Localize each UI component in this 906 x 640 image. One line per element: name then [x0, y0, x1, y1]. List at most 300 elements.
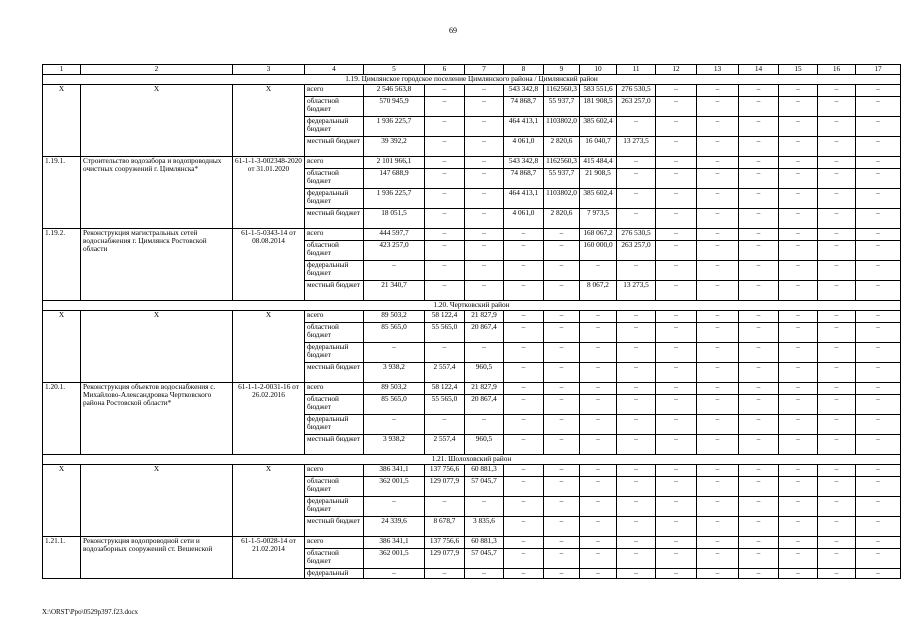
item-name: Реконструкция водопроводной сети и водозаборных сооружений ст. Вешенской	[81, 537, 233, 579]
value-cell: –	[364, 497, 425, 517]
value-cell: –	[465, 497, 504, 517]
value-cell: –	[818, 229, 856, 241]
value-cell: –	[504, 311, 544, 323]
value-cell: –	[739, 281, 779, 301]
value-cell: –	[364, 261, 425, 281]
value-cell: 583 551,6	[580, 85, 617, 97]
budget-table	[42, 64, 901, 579]
value-cell: 2 820,6	[544, 137, 580, 157]
value-cell: –	[425, 117, 465, 137]
value-cell: 263 257,0	[617, 241, 656, 261]
value-cell: –	[580, 395, 617, 415]
value-cell: –	[656, 85, 697, 97]
value-cell: –	[856, 395, 901, 415]
value-cell: –	[818, 569, 856, 579]
value-cell: –	[818, 549, 856, 569]
value-cell: 8 678,7	[425, 517, 465, 537]
value-cell: 21 827,9	[465, 383, 504, 395]
value-cell: 55 565,0	[425, 395, 465, 415]
value-cell: 543 342,8	[504, 157, 544, 169]
value-cell: 55 937,7	[544, 169, 580, 189]
value-cell: –	[617, 363, 656, 383]
column-number: 16	[818, 65, 856, 75]
value-cell: 1162560,3	[544, 157, 580, 169]
value-cell: –	[856, 137, 901, 157]
funding-source: областной бюджет	[305, 549, 364, 569]
value-cell: –	[544, 261, 580, 281]
value-cell: –	[697, 395, 739, 415]
item-code: 1.20.1.	[43, 383, 81, 455]
funding-source: федеральный бюджет	[305, 343, 364, 363]
value-cell: –	[779, 137, 818, 157]
section-title-row	[43, 301, 901, 311]
column-number: 17	[856, 65, 901, 75]
value-cell: –	[779, 517, 818, 537]
value-cell: –	[739, 311, 779, 323]
value-cell: –	[818, 537, 856, 549]
item-code: 1.19.1.	[43, 157, 81, 229]
section-title: 1.21. Шолоховский район	[43, 455, 901, 465]
value-cell: –	[656, 549, 697, 569]
value-cell: 137 756,6	[425, 465, 465, 477]
value-cell: 362 001,5	[364, 477, 425, 497]
item-name: Реконструкция объектов водоснабжения с. Михайлово-Александровка Чертковского района Ростовской области*	[81, 383, 233, 455]
value-cell: –	[697, 497, 739, 517]
value-cell: –	[580, 569, 617, 579]
value-cell: –	[465, 343, 504, 363]
value-cell: –	[779, 117, 818, 137]
value-cell: 147 688,9	[364, 169, 425, 189]
value-cell: –	[818, 241, 856, 261]
value-cell: –	[697, 549, 739, 569]
value-cell: –	[617, 497, 656, 517]
value-cell: –	[856, 497, 901, 517]
value-cell: –	[544, 363, 580, 383]
funding-source: всего	[305, 229, 364, 241]
table-row	[43, 229, 901, 241]
value-cell: –	[425, 189, 465, 209]
value-cell: 464 413,1	[504, 117, 544, 137]
value-cell: –	[617, 435, 656, 455]
funding-source: областной бюджет	[305, 241, 364, 261]
value-cell: –	[465, 209, 504, 229]
value-cell: –	[617, 189, 656, 209]
funding-source: всего	[305, 157, 364, 169]
value-cell: 960,5	[465, 363, 504, 383]
value-cell: –	[739, 549, 779, 569]
table-row	[43, 537, 901, 549]
funding-source: федеральный бюджет	[305, 117, 364, 137]
column-number: 6	[425, 65, 465, 75]
value-cell: –	[504, 229, 544, 241]
value-cell: –	[697, 435, 739, 455]
value-cell: –	[580, 311, 617, 323]
value-cell: –	[856, 465, 901, 477]
value-cell: 1103802,0	[544, 189, 580, 209]
value-cell: 385 602,4	[580, 189, 617, 209]
value-cell: –	[465, 281, 504, 301]
value-cell: 160 000,0	[580, 241, 617, 261]
section-title: 1.19. Цимлянское городское поселение Цимлянского района / Цимлянский район	[43, 75, 901, 85]
value-cell: 570 945,9	[364, 97, 425, 117]
value-cell: –	[425, 241, 465, 261]
value-cell: 8 067,2	[580, 281, 617, 301]
value-cell: –	[697, 157, 739, 169]
value-cell: –	[779, 157, 818, 169]
value-cell: 1 936 225,7	[364, 117, 425, 137]
value-cell: –	[544, 383, 580, 395]
value-cell: –	[425, 497, 465, 517]
funding-source: федеральный	[305, 569, 364, 579]
value-cell: –	[779, 229, 818, 241]
value-cell: 1162560,3	[544, 85, 580, 97]
value-cell: –	[425, 415, 465, 435]
value-cell: –	[818, 383, 856, 395]
value-cell: 74 868,7	[504, 97, 544, 117]
value-cell: 3 938,2	[364, 363, 425, 383]
value-cell: 1103802,0	[544, 117, 580, 137]
value-cell: 13 273,5	[617, 281, 656, 301]
column-number: 1	[43, 65, 81, 75]
value-cell: 386 341,1	[364, 465, 425, 477]
value-cell: –	[779, 395, 818, 415]
value-cell: –	[697, 465, 739, 477]
value-cell: –	[697, 169, 739, 189]
item-document: Х	[233, 85, 305, 157]
value-cell: –	[504, 281, 544, 301]
value-cell: –	[580, 343, 617, 363]
value-cell: –	[779, 569, 818, 579]
value-cell: –	[580, 477, 617, 497]
value-cell: –	[504, 343, 544, 363]
value-cell: –	[697, 477, 739, 497]
value-cell: 415 484,4	[580, 157, 617, 169]
funding-source: федеральный бюджет	[305, 261, 364, 281]
value-cell: –	[504, 241, 544, 261]
value-cell: –	[504, 549, 544, 569]
column-number: 5	[364, 65, 425, 75]
item-name: Реконструкция магистральных сетей водоснабжения г. Цимлянск Ростовской области	[81, 229, 233, 301]
value-cell: –	[544, 241, 580, 261]
value-cell: –	[504, 383, 544, 395]
value-cell: 276 530,5	[617, 229, 656, 241]
value-cell: –	[697, 343, 739, 363]
funding-source: всего	[305, 383, 364, 395]
value-cell: –	[580, 435, 617, 455]
funding-source: областной бюджет	[305, 477, 364, 497]
funding-source: местный бюджет	[305, 209, 364, 229]
value-cell: 4 061,0	[504, 137, 544, 157]
value-cell: –	[856, 169, 901, 189]
item-name: Х	[81, 311, 233, 383]
item-code: Х	[43, 85, 81, 157]
value-cell: 24 339,6	[364, 517, 425, 537]
value-cell: –	[856, 261, 901, 281]
value-cell: –	[617, 477, 656, 497]
value-cell: –	[856, 477, 901, 497]
value-cell: –	[818, 85, 856, 97]
value-cell: –	[617, 311, 656, 323]
value-cell: –	[856, 117, 901, 137]
value-cell: 129 077,9	[425, 549, 465, 569]
funding-source: местный бюджет	[305, 137, 364, 157]
value-cell: –	[425, 157, 465, 169]
value-cell: 16 040,7	[580, 137, 617, 157]
value-cell: 58 122,4	[425, 383, 465, 395]
item-document: 61-1-1-2-0031-16 от 26.02.2016	[233, 383, 305, 455]
value-cell: –	[697, 415, 739, 435]
value-cell: 263 257,0	[617, 97, 656, 117]
value-cell: –	[504, 323, 544, 343]
value-cell: –	[617, 415, 656, 435]
value-cell: 444 597,7	[364, 229, 425, 241]
value-cell: –	[656, 477, 697, 497]
value-cell: 3 938,2	[364, 435, 425, 455]
value-cell: –	[697, 363, 739, 383]
value-cell: 20 867,4	[465, 395, 504, 415]
value-cell: –	[504, 517, 544, 537]
table-row	[43, 465, 901, 477]
value-cell: –	[656, 157, 697, 169]
column-number-row	[43, 65, 901, 75]
value-cell: –	[697, 241, 739, 261]
item-document: 61-1-1-3-002348-2020 от 31.01.2020	[233, 157, 305, 229]
value-cell: –	[856, 189, 901, 209]
value-cell: –	[779, 209, 818, 229]
value-cell: –	[697, 323, 739, 343]
value-cell: 85 565,0	[364, 323, 425, 343]
value-cell: 2 557,4	[425, 363, 465, 383]
value-cell: –	[779, 97, 818, 117]
value-cell: –	[818, 117, 856, 137]
value-cell: –	[656, 395, 697, 415]
value-cell: –	[580, 537, 617, 549]
value-cell: –	[697, 229, 739, 241]
value-cell: –	[425, 343, 465, 363]
value-cell: 21 827,9	[465, 311, 504, 323]
value-cell: 39 392,2	[364, 137, 425, 157]
value-cell: –	[856, 383, 901, 395]
value-cell: –	[580, 261, 617, 281]
value-cell: 2 546 563,8	[364, 85, 425, 97]
value-cell: –	[425, 97, 465, 117]
value-cell: –	[656, 189, 697, 209]
value-cell: –	[656, 465, 697, 477]
value-cell: –	[856, 281, 901, 301]
value-cell: –	[779, 415, 818, 435]
value-cell: 85 565,0	[364, 395, 425, 415]
funding-source: федеральный бюджет	[305, 415, 364, 435]
column-number: 11	[617, 65, 656, 75]
value-cell: –	[779, 261, 818, 281]
value-cell: –	[656, 415, 697, 435]
value-cell: –	[739, 395, 779, 415]
value-cell: –	[779, 311, 818, 323]
value-cell: –	[856, 569, 901, 579]
value-cell: –	[779, 343, 818, 363]
value-cell: –	[504, 537, 544, 549]
value-cell: –	[779, 241, 818, 261]
item-code: Х	[43, 465, 81, 537]
value-cell: –	[697, 569, 739, 579]
value-cell: –	[656, 169, 697, 189]
funding-source: всего	[305, 537, 364, 549]
value-cell: –	[739, 137, 779, 157]
value-cell: –	[425, 137, 465, 157]
value-cell: –	[465, 569, 504, 579]
value-cell: –	[656, 537, 697, 549]
value-cell: –	[818, 363, 856, 383]
value-cell: –	[656, 229, 697, 241]
value-cell: –	[856, 537, 901, 549]
value-cell: 55 937,7	[544, 97, 580, 117]
value-cell: 423 257,0	[364, 241, 425, 261]
value-cell: –	[504, 435, 544, 455]
value-cell: –	[617, 169, 656, 189]
value-cell: –	[364, 343, 425, 363]
value-cell: –	[818, 189, 856, 209]
value-cell: –	[656, 311, 697, 323]
value-cell: –	[544, 537, 580, 549]
funding-source: федеральный бюджет	[305, 497, 364, 517]
column-number: 9	[544, 65, 580, 75]
value-cell: 4 061,0	[504, 209, 544, 229]
value-cell: –	[617, 117, 656, 137]
value-cell: –	[425, 261, 465, 281]
value-cell: –	[580, 323, 617, 343]
value-cell: 168 067,2	[580, 229, 617, 241]
value-cell: –	[818, 497, 856, 517]
value-cell: 3 835,6	[465, 517, 504, 537]
value-cell: –	[364, 415, 425, 435]
value-cell: 55 565,0	[425, 323, 465, 343]
value-cell: –	[617, 517, 656, 537]
column-number: 13	[697, 65, 739, 75]
value-cell: –	[465, 85, 504, 97]
value-cell: –	[364, 569, 425, 579]
value-cell: 21 908,5	[580, 169, 617, 189]
item-code: Х	[43, 311, 81, 383]
value-cell: –	[697, 137, 739, 157]
value-cell: –	[856, 549, 901, 569]
funding-source: всего	[305, 85, 364, 97]
value-cell: –	[617, 261, 656, 281]
value-cell: –	[465, 169, 504, 189]
value-cell: 129 077,9	[425, 477, 465, 497]
value-cell: –	[504, 415, 544, 435]
value-cell: –	[739, 415, 779, 435]
value-cell: –	[656, 117, 697, 137]
value-cell: –	[656, 363, 697, 383]
value-cell: –	[739, 229, 779, 241]
value-cell: –	[856, 157, 901, 169]
value-cell: 1 936 225,7	[364, 189, 425, 209]
value-cell: –	[504, 395, 544, 415]
table-row	[43, 383, 901, 395]
value-cell: –	[425, 169, 465, 189]
value-cell: –	[779, 323, 818, 343]
value-cell: –	[544, 435, 580, 455]
column-number: 15	[779, 65, 818, 75]
item-document: Х	[233, 311, 305, 383]
value-cell: –	[739, 241, 779, 261]
value-cell: –	[617, 537, 656, 549]
value-cell: –	[697, 261, 739, 281]
value-cell: –	[465, 137, 504, 157]
value-cell: –	[656, 241, 697, 261]
value-cell: –	[656, 517, 697, 537]
value-cell: –	[818, 323, 856, 343]
value-cell: –	[856, 97, 901, 117]
value-cell: –	[739, 323, 779, 343]
footer-file-path: X:\ORST\Ppo\0529p397.f23.docx	[42, 608, 139, 616]
value-cell: –	[739, 85, 779, 97]
column-number: 14	[739, 65, 779, 75]
value-cell: –	[465, 189, 504, 209]
value-cell: –	[818, 209, 856, 229]
value-cell: –	[617, 569, 656, 579]
funding-source: местный бюджет	[305, 281, 364, 301]
value-cell: –	[779, 435, 818, 455]
item-code: 1.19.2.	[43, 229, 81, 301]
funding-source: областной бюджет	[305, 323, 364, 343]
value-cell: –	[856, 517, 901, 537]
item-document: 61-1-5-0028-14 от 21.02.2014	[233, 537, 305, 579]
value-cell: –	[617, 209, 656, 229]
value-cell: –	[856, 435, 901, 455]
value-cell: –	[697, 383, 739, 395]
value-cell: –	[544, 569, 580, 579]
value-cell: –	[697, 209, 739, 229]
column-number: 12	[656, 65, 697, 75]
value-cell: –	[544, 517, 580, 537]
value-cell: –	[856, 209, 901, 229]
value-cell: 960,5	[465, 435, 504, 455]
section-title: 1.20. Чертковский район	[43, 301, 901, 311]
value-cell: –	[504, 363, 544, 383]
value-cell: –	[739, 383, 779, 395]
funding-source: местный бюджет	[305, 517, 364, 537]
value-cell: –	[425, 85, 465, 97]
value-cell: –	[617, 465, 656, 477]
value-cell: 137 756,6	[425, 537, 465, 549]
value-cell: –	[856, 415, 901, 435]
value-cell: –	[739, 343, 779, 363]
value-cell: –	[856, 229, 901, 241]
value-cell: –	[544, 395, 580, 415]
value-cell: –	[856, 363, 901, 383]
value-cell: –	[697, 281, 739, 301]
value-cell: –	[656, 281, 697, 301]
value-cell: –	[779, 465, 818, 477]
item-code: 1.21.1.	[43, 537, 81, 579]
value-cell: –	[779, 477, 818, 497]
value-cell: 181 908,5	[580, 97, 617, 117]
funding-source: областной бюджет	[305, 97, 364, 117]
value-cell: –	[504, 569, 544, 579]
value-cell: –	[580, 465, 617, 477]
table-row	[43, 157, 901, 169]
value-cell: 464 413,1	[504, 189, 544, 209]
value-cell: –	[856, 311, 901, 323]
value-cell: –	[656, 497, 697, 517]
value-cell: –	[697, 97, 739, 117]
value-cell: –	[580, 549, 617, 569]
value-cell: –	[818, 415, 856, 435]
value-cell: –	[656, 343, 697, 363]
item-name: Строительство водозабора и водопроводных очистных сооружений г. Цимлянска*	[81, 157, 233, 229]
value-cell: –	[697, 117, 739, 137]
